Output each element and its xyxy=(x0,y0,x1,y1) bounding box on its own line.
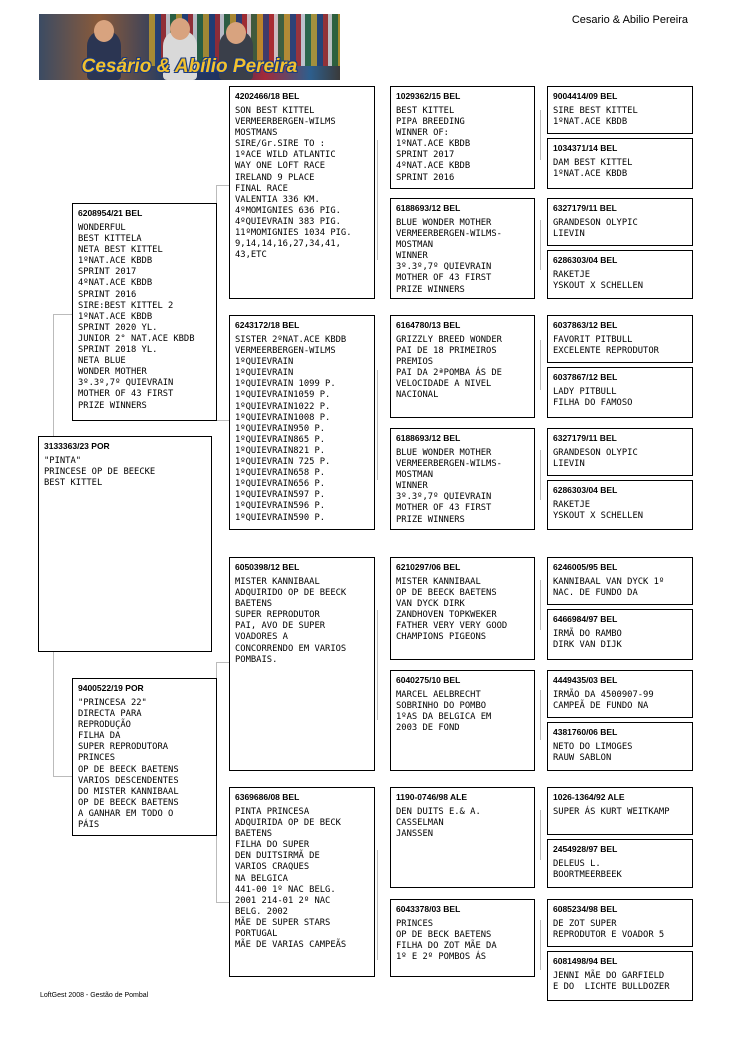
ring-number: 6085234/98 BEL xyxy=(553,904,618,914)
pigeon-card-dam-sire[interactable] xyxy=(229,557,375,771)
pigeon-description: GRANDESON OLYPIC LIEVIN xyxy=(553,448,638,470)
pigeon-card-ddds[interactable] xyxy=(547,899,693,947)
pigeon-card-ddsd[interactable] xyxy=(547,839,693,888)
pigeon-description: SISTER 2ºNAT.ACE KBDB VERMEERBERGEN-WILMS 1ºQUIEVRAIN 1ºQUIEVRAIN 1ºQUIEVRAIN 1099 P. 1ºQUIEVRAIN1059 P. 1ºQUIEVRAIN1022 P. 1ºQUIEVRAIN1008 P. 1ºQUIEVRAIN950 P. 1ºQUIEVRAIN865 P. 1ºQUIEVRAIN821 P. 1ºQUIEVRAIN 725 P. 1ºQUIEVRAIN658 P. 1ºQUIEVRAIN656 P. 1ºQUIEVRAIN597 P. 1ºQUIEVRAIN596 P. 1ºQUIEVRAIN590 P. xyxy=(235,335,347,523)
pigeon-description: DAM BEST KITTEL 1ºNAT.ACE KBDB xyxy=(553,158,633,180)
pigeon-description: MARCEL AELBRECHT SOBRINHO DO POMBO 1ºAS DA BELGICA EM 2003 DE FOND xyxy=(396,690,492,734)
pigeon-description: WONDERFUL BEST KITTELA NETA BEST KITTEL 1ºNAT.ACE KBDB SPRINT 2017 4ºNAT.ACE KBDB SPRINT 2016 SIRE:BEST KITTEL 2 1ºNAT.ACE KBDB SPRINT 2020 YL. JUNIOR 2° NAT.ACE KBDB SPRINT 2018 YL. NETA BLUE WONDER MOTHER 3º.3º,7º QUIEVRAIN MOTHER OF 43 FIRST PRIZE WINNERS xyxy=(78,223,195,411)
pigeon-description: SON BEST KITTEL VERMEERBERGEN-WILMS MOSTMANS SIRE/Gr.SIRE TO : 1ºACE WILD ATLANTIC WAY ONE LOFT RACE IRELAND 9 PLACE FINAL RACE VALENTIA 336 KM. 4ºMOMIGNIES 636 PIG. 4ºQUIEVRAIN 383 PIG. 11ºMOMIGNIES 1034 PIG. 9,14,14,16,27,34,41, 43,ETC xyxy=(235,106,352,261)
pigeon-description: NETO DO LIMOGES RAUW SABLON xyxy=(553,742,633,764)
banner-photo xyxy=(39,14,340,80)
pigeon-description: MISTER KANNIBAAL ADQUIRIDO OP DE BEECK BAETENS SUPER REPRODUTOR PAI, AVO DE SUPER VOADORES A CONCORRENDO EM VARIOS POMBAIS. xyxy=(235,577,347,665)
pigeon-description: BLUE WONDER MOTHER VERMEERBERGEN-WILMS- MOSTMAN WINNER 3º.3º,7º QUIEVRAIN MOTHER OF 43 FIRST PRIZE WINNERS xyxy=(396,448,502,525)
ring-number: 6188693/12 BEL xyxy=(396,433,461,443)
pigeon-card-sire-sire[interactable] xyxy=(229,86,375,299)
pigeon-description: MISTER KANNIBAAL OP DE BEECK BAETENS VAN DYCK DIRK ZANDHOVEN TOPKWEKER FATHER VERY VERY GOOD CHAMPIONS PIGEONS xyxy=(396,577,508,643)
pigeon-card-sdds[interactable] xyxy=(547,428,693,476)
ring-number: 6164780/13 BEL xyxy=(396,320,461,330)
ring-number: 6243172/18 BEL xyxy=(235,320,300,330)
pigeon-card-ssdd[interactable] xyxy=(547,250,693,299)
ring-number: 6286303/04 BEL xyxy=(553,485,618,495)
pigeon-description: KANNIBAAL VAN DYCK 1º NAC. DE FUNDO DA xyxy=(553,577,665,599)
pigeon-card-sds[interactable] xyxy=(390,315,535,418)
ring-number: 6040275/10 BEL xyxy=(396,675,461,685)
pigeon-description: SIRE BEST KITTEL 1ºNAT.ACE KBDB xyxy=(553,106,638,128)
pigeon-card-sdss[interactable] xyxy=(547,315,693,363)
pigeon-description: JENNI MÃE DO GARFIELD E DO LICHTE BULLDOZER xyxy=(553,971,670,993)
pigeon-card-sire-dam[interactable] xyxy=(229,315,375,530)
pigeon-card-ssd[interactable] xyxy=(390,198,535,299)
ring-number: 4202466/18 BEL xyxy=(235,91,300,101)
pigeon-description: FAVORIT PITBULL EXCELENTE REPRODUTOR xyxy=(553,335,659,357)
pigeon-description: DELEUS L. BOORTMEERBEEK xyxy=(553,859,622,881)
pigeon-description: DEN DUITS E.& A. CASSELMAN JANSSEN xyxy=(396,807,481,840)
pigeon-card-sdd[interactable] xyxy=(390,428,535,530)
pigeon-card-dss[interactable] xyxy=(390,557,535,660)
pigeon-card-sire[interactable] xyxy=(72,203,217,421)
ring-number: 6210297/06 BEL xyxy=(396,562,461,572)
ring-number: 3133363/23 POR xyxy=(44,441,110,451)
pigeon-description: "PRINCESA 22" DIRECTA PARA REPRODUÇÃO FILHA DA SUPER REPRODUTORA PRINCES OP DE BEECK BAETENS VARIOS DESCENDENTES DO MISTER KANNIBAAL OP DE BEECK BAETENS A GANHAR EM TODO O PÁIS xyxy=(78,698,179,831)
ring-number: 6208954/21 BEL xyxy=(78,208,143,218)
ring-number: 1026-1364/92 ALE xyxy=(553,792,625,802)
footer-credit: LoftGest 2008 - Gestão de Pombal xyxy=(40,992,149,999)
pigeon-description: DE ZOT SUPER REPRODUTOR E VOADOR 5 xyxy=(553,919,665,941)
ring-number: 1034371/14 BEL xyxy=(553,143,618,153)
pigeon-description: "PINTA" PRINCESE OP DE BEECKE BEST KITTEL xyxy=(44,456,156,489)
pigeon-card-ddss[interactable] xyxy=(547,787,693,835)
pigeon-card-sssd[interactable] xyxy=(547,138,693,189)
pigeon-card-ssds[interactable] xyxy=(547,198,693,246)
pigeon-card-dssd[interactable] xyxy=(547,609,693,660)
pigeon-card-dsss[interactable] xyxy=(547,557,693,605)
ring-number: 9004414/09 BEL xyxy=(553,91,618,101)
pigeon-card-dsds[interactable] xyxy=(547,670,693,718)
ring-number: 6286303/04 BEL xyxy=(553,255,618,265)
pigeon-description: IRMÃ DO RAMBO DIRK VAN DIJK xyxy=(553,629,622,651)
pigeon-description: RAKETJE YSKOUT X SCHELLEN xyxy=(553,270,644,292)
ring-number: 6466984/97 BEL xyxy=(553,614,618,624)
banner-title: Cesário & Abílio Pereira xyxy=(81,56,298,77)
pigeon-description: LADY PITBULL FILHA DO FAMOSO xyxy=(553,387,633,409)
pigeon-card-dam-dam[interactable] xyxy=(229,787,375,977)
ring-number: 1029362/15 BEL xyxy=(396,91,461,101)
pigeon-card-ddd[interactable] xyxy=(390,899,535,977)
pigeon-description: SUPER ÁS KURT WEITKAMP xyxy=(553,807,670,817)
pigeon-description: BEST KITTEL PIPA BREEDING WINNER OF: 1ºNAT.ACE KBDB SPRINT 2017 4ºNAT.ACE KBDB SPRINT 2016 xyxy=(396,106,471,183)
pigeon-card-main[interactable] xyxy=(38,436,212,652)
ring-number: 9400522/19 POR xyxy=(78,683,144,693)
pigeon-card-sddd[interactable] xyxy=(547,480,693,530)
ring-number: 4381760/06 BEL xyxy=(553,727,618,737)
pigeon-card-ssss[interactable] xyxy=(547,86,693,134)
pigeon-description: PRINCES OP DE BECK BAETENS FILHA DO ZOT MÃE DA 1º E 2º POMBOS ÁS xyxy=(396,919,497,963)
ring-number: 6081498/94 BEL xyxy=(553,956,618,966)
pigeon-description: GRANDESON OLYPIC LIEVIN xyxy=(553,218,638,240)
pigeon-card-dsdd[interactable] xyxy=(547,722,693,771)
pigeon-description: PINTA PRINCESA ADQUIRIDA OP DE BECK BAETENS FILHA DO SUPER DEN DUITSIRMÃ DE VARIOS CRAQUES NA BELGICA 441-00 1º NAC BELG. 2001 214-01 2º NAC BELG. 2002 MÃE DE SUPER STARS PORTUGAL MÃE DE VARIAS CAMPEÃS xyxy=(235,807,347,951)
ring-number: 2454928/97 BEL xyxy=(553,844,618,854)
ring-number: 1190-0746/98 ALE xyxy=(396,792,468,802)
pigeon-card-sss[interactable] xyxy=(390,86,535,189)
pigeon-card-dds[interactable] xyxy=(390,787,535,888)
pigeon-description: GRIZZLY BREED WONDER PAI DE 18 PRIMEIROS PREMIOS PAI DA 2ªPOMBA ÁS DE VELOCIDADE A NIVEL NACIONAL xyxy=(396,335,502,401)
ring-number: 6043378/03 BEL xyxy=(396,904,461,914)
pigeon-card-dddd[interactable] xyxy=(547,951,693,1001)
ring-number: 6369686/08 BEL xyxy=(235,792,300,802)
pigeon-description: BLUE WONDER MOTHER VERMEERBERGEN-WILMS- MOSTMAN WINNER 3º.3º,7º QUIEVRAIN MOTHER OF 43 FIRST PRIZE WINNERS xyxy=(396,218,502,295)
owner-name: Cesario & Abilio Pereira xyxy=(571,14,688,26)
pigeon-card-dam[interactable] xyxy=(72,678,217,836)
pigeon-card-sdsd[interactable] xyxy=(547,367,693,418)
ring-number: 6327179/11 BEL xyxy=(553,433,617,443)
ring-number: 6050398/12 BEL xyxy=(235,562,300,572)
ring-number: 6037863/12 BEL xyxy=(553,320,618,330)
ring-number: 6327179/11 BEL xyxy=(553,203,617,213)
pigeon-description: RAKETJE YSKOUT X SCHELLEN xyxy=(553,500,644,522)
pigeon-card-dsd[interactable] xyxy=(390,670,535,771)
pigeon-description: IRMÃO DA 4500907-99 CAMPEÃ DE FUNDO NA xyxy=(553,690,654,712)
ring-number: 6188693/12 BEL xyxy=(396,203,461,213)
ring-number: 4449435/03 BEL xyxy=(553,675,618,685)
ring-number: 6246005/95 BEL xyxy=(553,562,618,572)
ring-number: 6037867/12 BEL xyxy=(553,372,618,382)
